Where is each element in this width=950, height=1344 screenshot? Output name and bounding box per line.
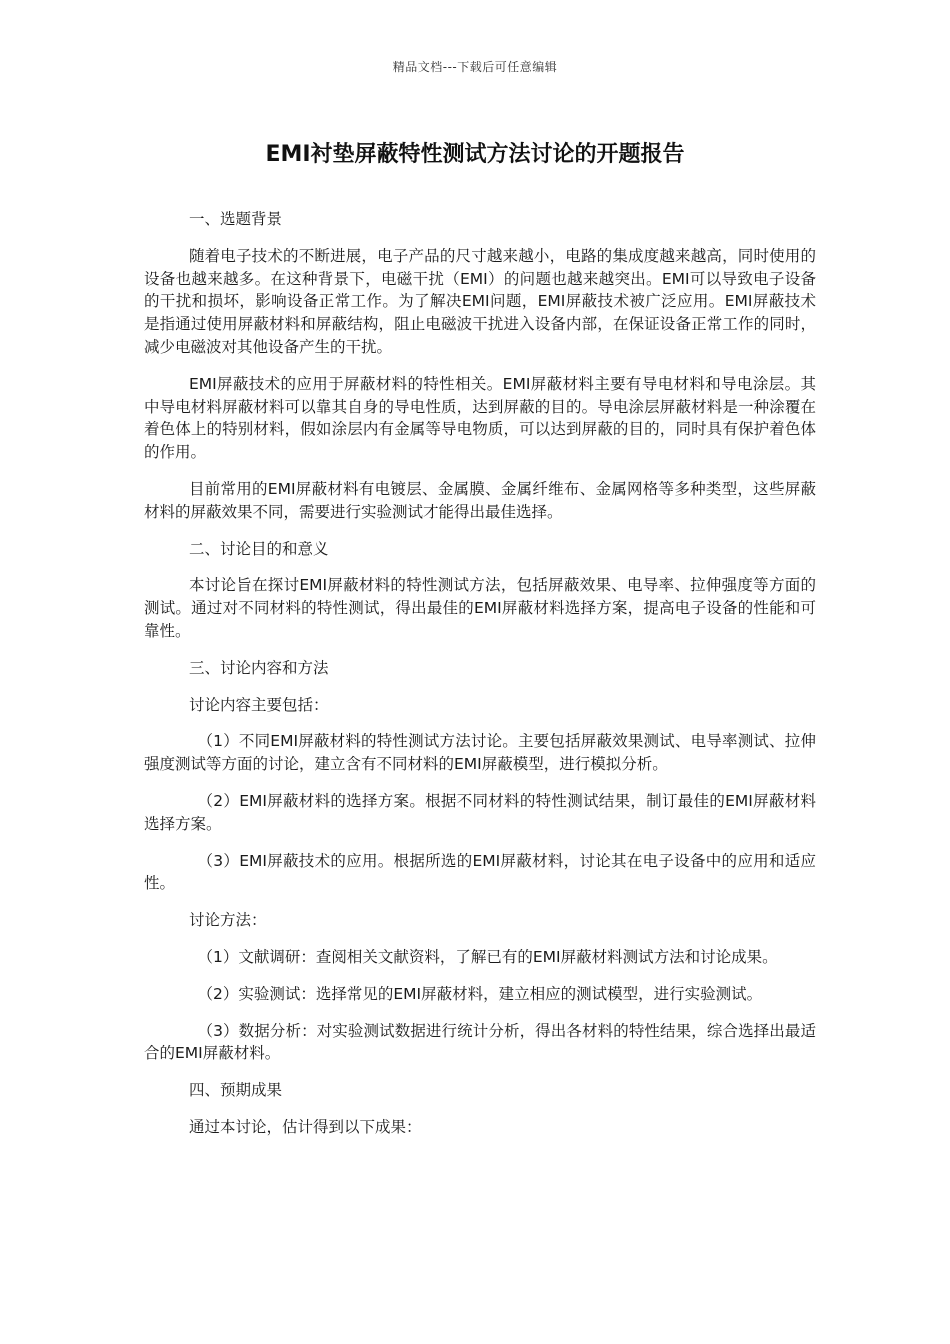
list-item: （1）不同EMI屏蔽材料的特性测试方法讨论。主要包括屏蔽效果测试、电导率测试、拉伸强度测试等方面的讨论，建立含有不同材料的EMI屏蔽模型，进行模拟分析。 [144,732,816,774]
paragraph: EMI屏蔽技术的应用于屏蔽材料的特性相关。EMI屏蔽材料主要有导电材料和导电涂层。其中导电材料屏蔽材料可以靠其自身的导电性质，达到屏蔽的目的。导电涂层屏蔽材料是一种涂覆在着色体上的特别材料，假如涂层内有金属等导电物质，可以达到屏蔽的目的，同时具有保护着色体的作用。 [144,374,816,462]
header-note: 精品文档---下载后可任意编辑 [392,60,558,74]
paragraph: 通过本讨论，估计得到以下成果： [188,1117,422,1136]
document-body [144,208,816,1153]
paragraph: 讨论方法： [188,911,267,930]
paragraph: 目前常用的EMI屏蔽材料有电镀层、金属膜、金属纤维布、金属网格等多种类型，这些屏蔽材料的屏蔽效果不同，需要进行实验测试才能得出最佳选择。 [144,479,816,521]
section-heading-results: 四、预期成果 [188,1081,282,1100]
section-heading-background: 一、选题背景 [188,210,282,228]
list-item: （2）EMI屏蔽材料的选择方案。根据不同材料的特性测试结果，制订最佳的EMI屏蔽材料选择方案。 [144,791,816,833]
section-heading-content: 三、讨论内容和方法 [188,658,329,677]
list-item: （3）数据分析：对实验测试数据进行统计分析，得出各材料的特性结果，综合选择出最适合的EMI屏蔽材料。 [144,1021,816,1063]
document-title: EMI衬垫屏蔽特性测试方法讨论的开题报告 [265,142,685,167]
list-item: （1）文献调研：查阅相关文献资料，了解已有的EMI屏蔽材料测试方法和讨论成果。 [197,947,778,966]
paragraph: 讨论内容主要包括： [188,695,329,714]
paragraph: 本讨论旨在探讨EMI屏蔽材料的特性测试方法，包括屏蔽效果、电导率、拉伸强度等方面的测试。通过对不同材料的特性测试，得出最佳的EMI屏蔽材料选择方案，提高电子设备的性能和可靠性。 [144,576,816,640]
paragraph: 随着电子技术的不断进展，电子产品的尺寸越来越小，电路的集成度越来越高，同时使用的设备也越来越多。在这种背景下，电磁干扰（EMI）的问题也越来越突出。EMI可以导致电子设备的干扰和损坏，影响设备正常工作。为了解决EMI问题，EMI屏蔽技术被广泛应用。EMI屏蔽技术是指通过使用屏蔽材料和屏蔽结构，阻止电磁波干扰进入设备内部，在保证设备正常工作的同时，减少电磁波对其他设备产生的干扰。 [144,246,816,356]
section-heading-purpose: 二、讨论目的和意义 [188,539,329,558]
list-item: （2）实验测试：选择常见的EMI屏蔽材料，建立相应的测试模型，进行实验测试。 [197,984,763,1003]
list-item: （3）EMI屏蔽技术的应用。根据所选的EMI屏蔽材料，讨论其在电子设备中的应用和适应性。 [144,851,816,893]
